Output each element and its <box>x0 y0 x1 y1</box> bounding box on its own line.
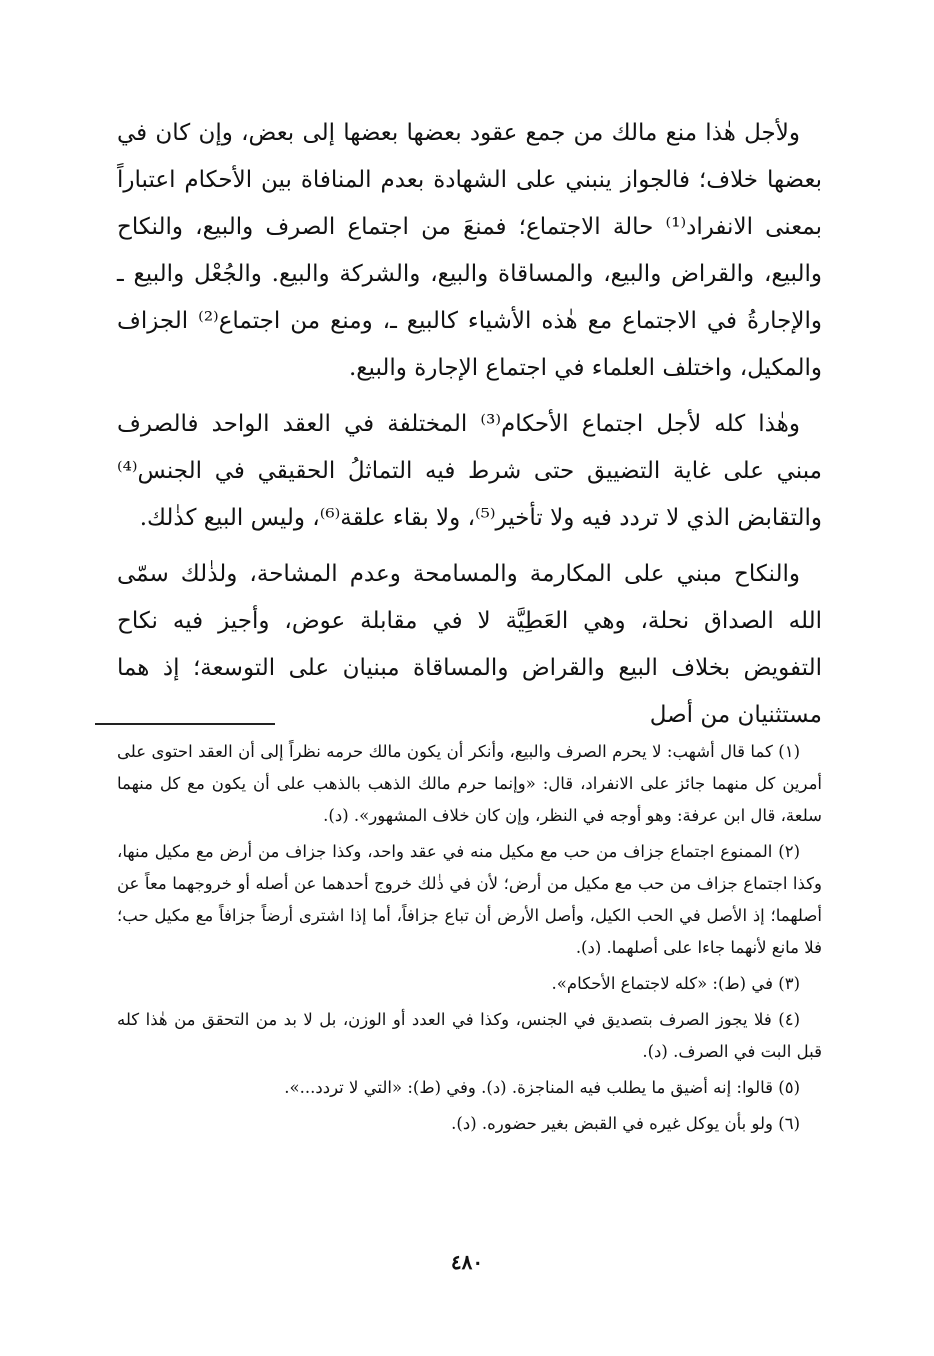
page-number: ٤٨٠ <box>450 1250 484 1274</box>
footnotes-section <box>117 736 822 1144</box>
footnote-1: (١) كما قال أشهب: لا يحرم الصرف والبيع، وأنكر أن يكون مالك حرمه نظراً إلى أن العقد احتوى على أمرين كل منهما جائز على الانفراد، قال: «وإنما حرم مالك الذهب بالذهب على أن يكون مع كل منهما سلعة، قال ابن عرفة: وهو أوجه في النظر، وإن كان خلاف المشهور». (د). <box>117 742 822 825</box>
body-paragraph-3: والنكاح مبني على المكارمة والمسامحة وعدم المشاحة، ولذٰلك سمّى الله الصداق نحلة، وهي العَطِيَّة لا في مقابلة عوض، وأجيز فيه نكاح التفويض بخلاف البيع والقراض والمساقاة مبنيان على التوسعة؛ إذ هما مستثنيان من أصل <box>117 561 822 728</box>
footnote-5: (٥) قالوا: إنه أضيق ما يطلب فيه المناجزة. (د). وفي (ط): «التي لا تردد...». <box>284 1078 800 1097</box>
footnote-3: (٣) في (ط): «كله لاجتماع الأحكام». <box>551 974 800 993</box>
body-paragraph-1: ولأجل هٰذا منع مالك من جمع عقود بعضها بعضها إلى بعض، وإن كان في بعضها خلاف؛ فالجواز ينبني على الشهادة بعدم المنافاة بين الأحكام اعتباراً بمعنى الانفراد⁽¹⁾ حالة الاجتماع؛ فمنعَ من اجتماع الصرف والبيع، والنكاح والبيع، والقراض والبيع، والمساقاة والبيع، والشركة والبيع. والجُعْل والبيع ـ والإجارةُ في الاجتماع مع هٰذه الأشياء كالبيع ـ، ومنع من اجتماع⁽²⁾ الجزاف والمكيل، واختلف العلماء في اجتماع الإجارة والبيع. <box>117 120 823 381</box>
footnote-6: (٦) ولو بأن يوكل غيره في القبض بغير حضوره. (د). <box>451 1114 800 1133</box>
footnote-divider <box>95 723 275 725</box>
footnote-4: (٤) فلا يجوز الصرف بتصديق في الجنس، وكذا في العدد أو الوزن، بل لا بد من التحقق من هٰذا كله قبل البت في الصرف. (د). <box>117 1010 822 1061</box>
main-text <box>117 110 822 748</box>
body-paragraph-2: وهٰذا كله لأجل اجتماع الأحكام⁽³⁾ المختلفة في العقد الواحد فالصرف مبني على غاية التضييق حتى شرط فيه التماثلُ الحقيقي في الجنس⁽⁴⁾ والتقابض الذي لا تردد فيه ولا تأخير⁽⁵⁾، ولا بقاء علقة⁽⁶⁾، وليس البيع كذٰلك. <box>117 411 822 531</box>
footnote-2: (٢) الممنوع اجتماع جزاف من حب مع مكيل منه في عقد واحد، وكذا جزاف من أرض مع مكيل منها، وكذا اجتماع جزاف من حب مع مكيل من أرض؛ لأن في ذٰلك خروج أحدهما عن أصله أو خروجهما معاً عن أصلهما؛ إذ الأصل في الحب الكيل، وأصل الأرض أن تباع جزافاً، أما إذا اشترى أرضاً جزافاً مع مكيل حب؛ فلا مانع لأنهما جاءا على أصلهما. (د). <box>117 842 822 957</box>
